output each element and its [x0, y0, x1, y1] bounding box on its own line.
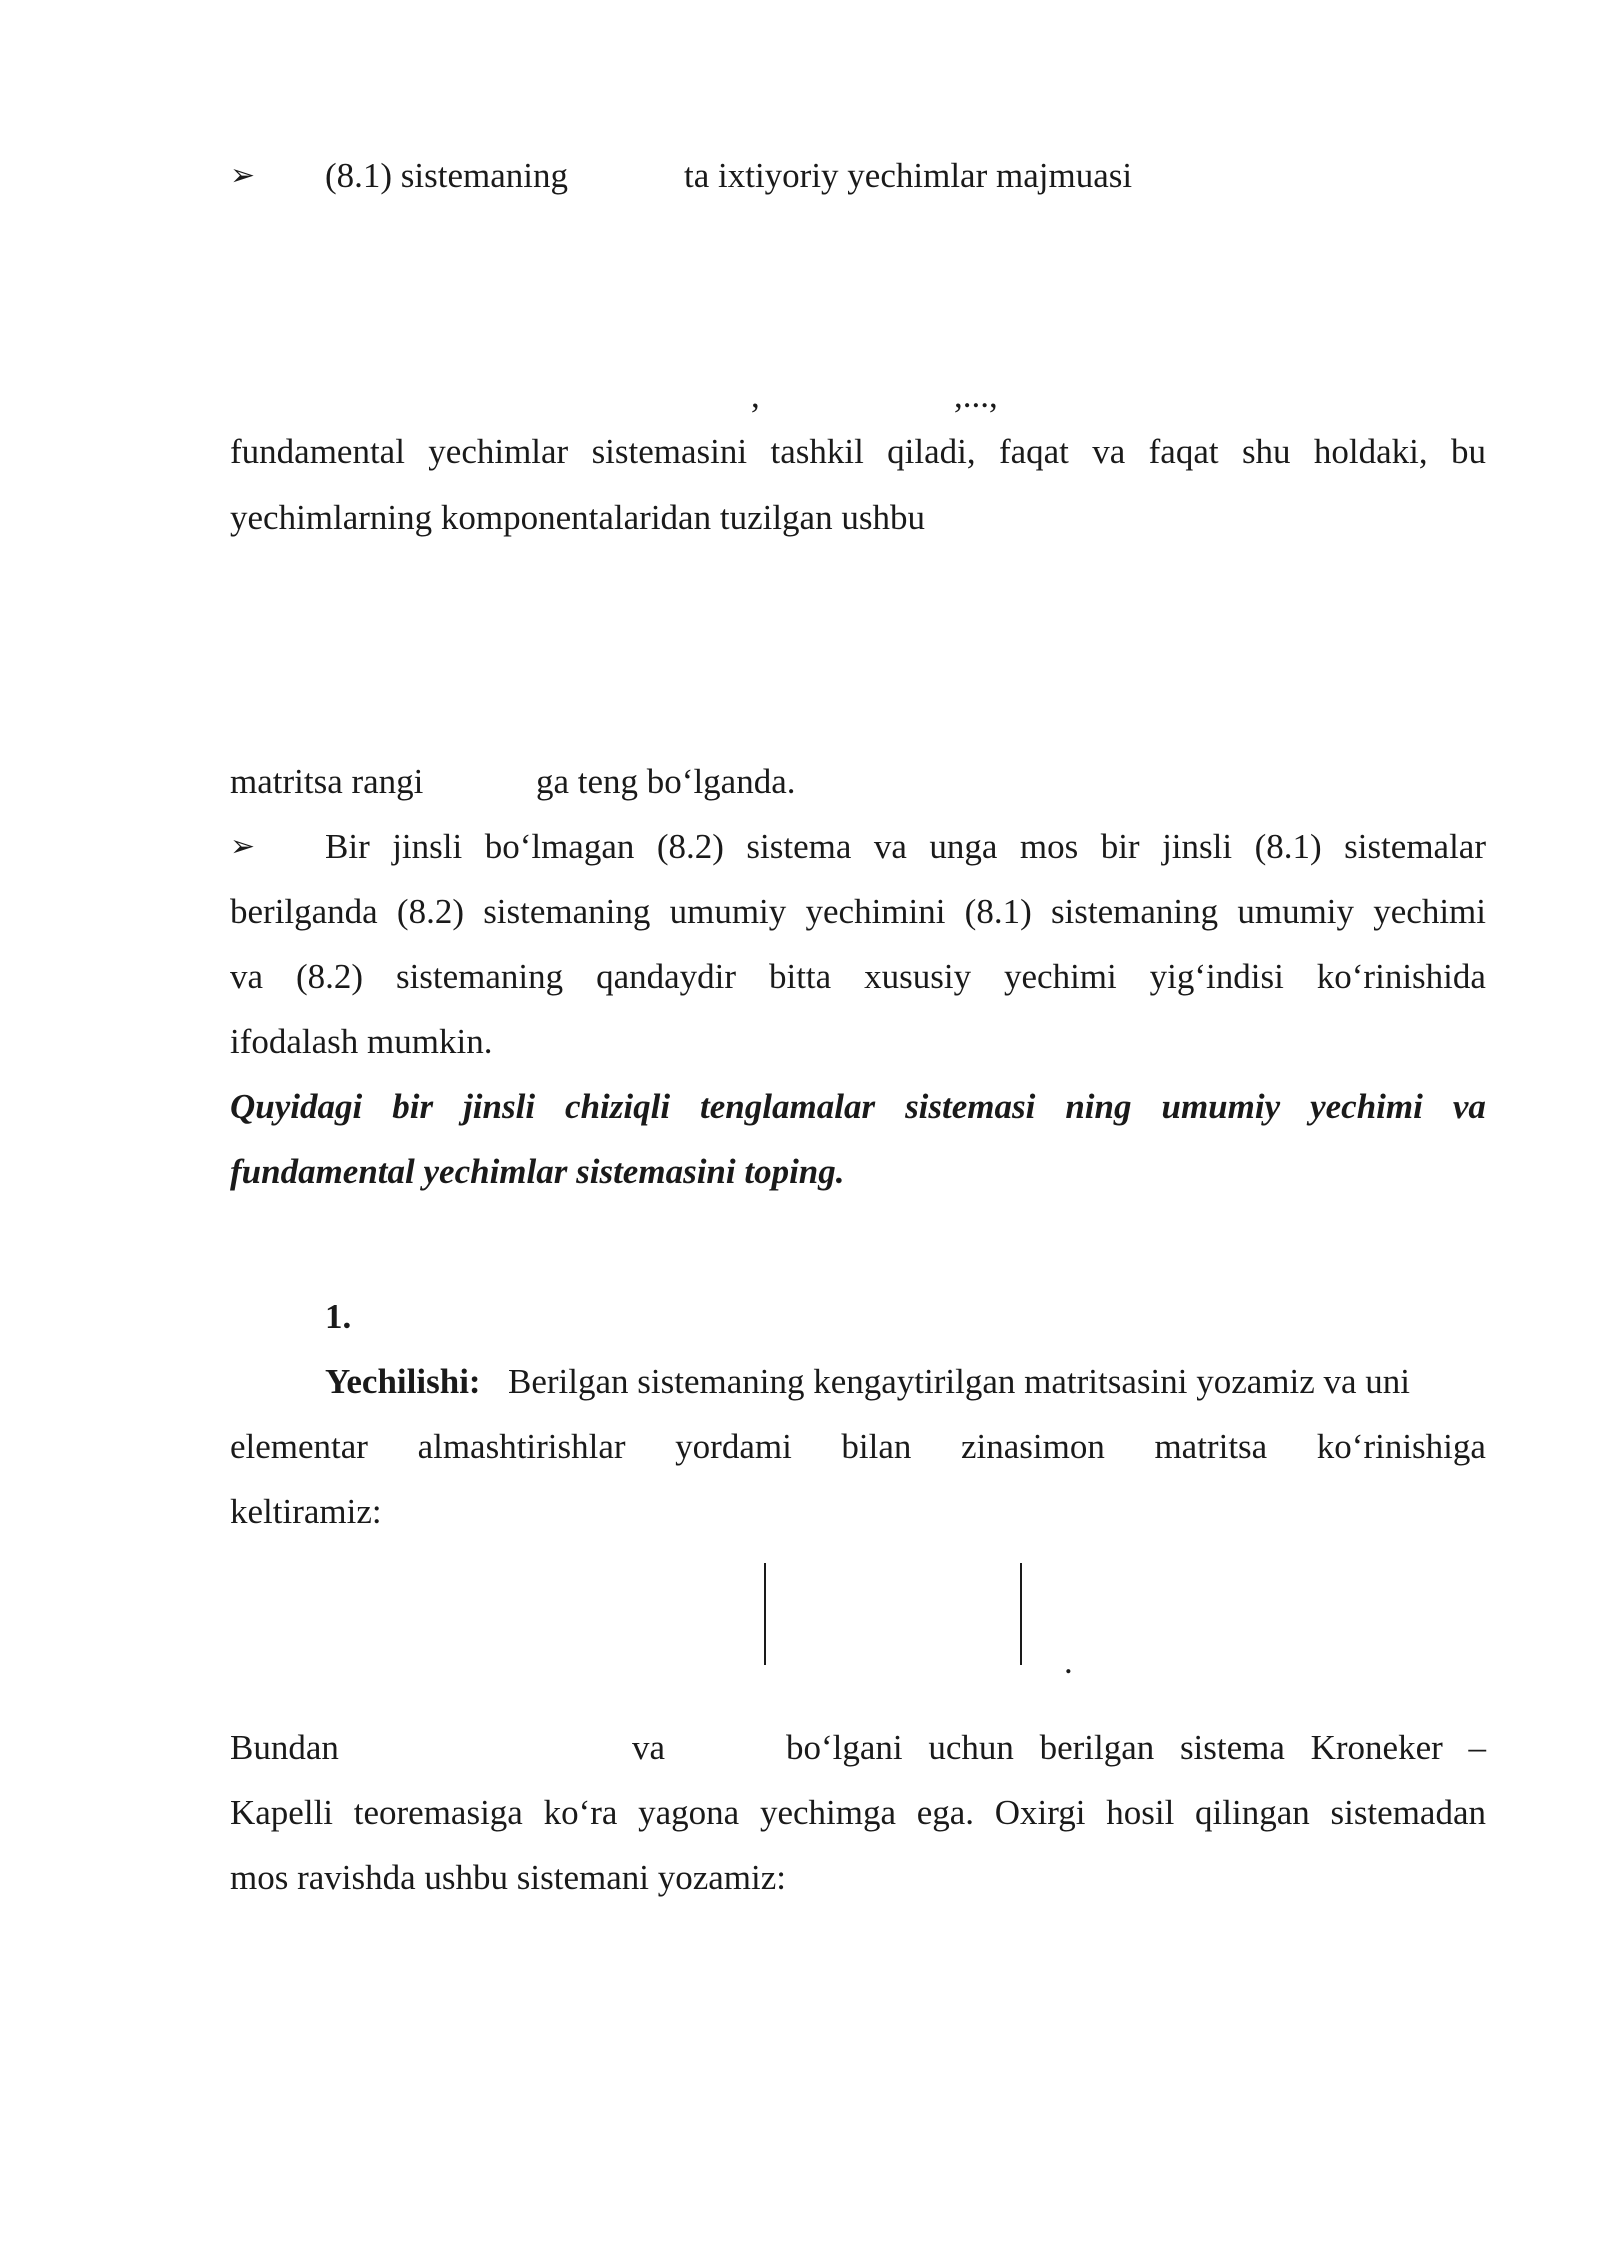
- word: qiladi,: [887, 432, 976, 471]
- word: bir: [392, 1087, 434, 1126]
- word: yechimi: [1373, 892, 1486, 931]
- word: jinsli: [463, 1087, 536, 1126]
- word: yechimi: [1310, 1087, 1423, 1126]
- word: (8.2): [396, 892, 464, 931]
- matrix-rank-left-text: matritsa rangi: [230, 762, 424, 801]
- word: yagona: [638, 1793, 740, 1832]
- word: almashtirishlar: [417, 1427, 626, 1466]
- word: bu: [1450, 432, 1486, 471]
- word: chiziqli: [565, 1087, 671, 1126]
- matrix-divider: [764, 1563, 766, 1665]
- word: faqat: [998, 432, 1069, 471]
- word: ko‘rinishiga: [1316, 1427, 1486, 1466]
- word: unga: [929, 827, 998, 866]
- word: ning: [1065, 1087, 1132, 1126]
- bullet-arrow-icon: ➢: [230, 159, 256, 192]
- word: qilingan: [1195, 1793, 1310, 1832]
- task-line: [230, 1085, 1486, 1129]
- word: (8.2): [656, 827, 724, 866]
- punct-ellipsis: ,...,: [954, 376, 998, 415]
- word: sistema: [1179, 1728, 1285, 1767]
- word: zinasimon: [960, 1427, 1105, 1466]
- word: Bir: [325, 827, 370, 866]
- conclusion-line: [230, 1791, 1486, 1835]
- word: teoremasiga: [353, 1793, 523, 1832]
- problem-number: 1.: [325, 1297, 352, 1336]
- word: sistemaning: [483, 892, 651, 931]
- word: bo‘lgani: [786, 1728, 903, 1767]
- word: mos: [1019, 827, 1079, 866]
- word: Quyidagi: [230, 1087, 363, 1126]
- intro-right-text: ta ixtiyoriy yechimlar majmuasi: [684, 156, 1133, 195]
- solution-label: Yechilishi:: [325, 1362, 481, 1401]
- solution-line: [230, 1425, 1486, 1469]
- word: faqat: [1148, 432, 1219, 471]
- word: sistemasini: [591, 432, 748, 471]
- word: jinsli: [392, 827, 463, 866]
- word: umumiy: [1161, 1087, 1281, 1126]
- conclusion-line: mos ravishda ushbu sistemani yozamiz:: [230, 1858, 787, 1897]
- word: bir: [1100, 827, 1140, 866]
- word: –: [1468, 1728, 1486, 1767]
- word: fundamental: [230, 432, 405, 471]
- word: bitta: [768, 957, 832, 996]
- word: qandaydir: [596, 957, 737, 996]
- conclusion-line: [786, 1726, 1486, 1770]
- word: tenglamalar: [700, 1087, 876, 1126]
- word: shu: [1241, 432, 1291, 471]
- word: sistemasi: [905, 1087, 1036, 1126]
- word: xususiy: [864, 957, 972, 996]
- task-line: fundamental yechimlar sistemasini toping.: [230, 1152, 845, 1191]
- word: ko‘ra: [543, 1793, 618, 1832]
- paragraph-line: [230, 890, 1486, 934]
- word: yechimini: [805, 892, 946, 931]
- word: Oxirgi: [994, 1793, 1086, 1832]
- word: matritsa: [1154, 1427, 1268, 1466]
- paragraph-line: [325, 825, 1486, 869]
- word: sistemadan: [1330, 1793, 1486, 1832]
- word: bilan: [841, 1427, 912, 1466]
- word: Kapelli: [230, 1793, 334, 1832]
- paragraph-line: [230, 430, 1486, 474]
- word: va: [1452, 1087, 1486, 1126]
- word: yechimga: [759, 1793, 896, 1832]
- word: (8.2): [295, 957, 364, 996]
- word: sistema: [746, 827, 852, 866]
- conclusion-bundan: Bundan: [230, 1728, 339, 1767]
- word: berilgan: [1039, 1728, 1155, 1767]
- word: Kroneker: [1310, 1728, 1443, 1767]
- word: sistemaning: [1050, 892, 1219, 931]
- word: va: [230, 957, 264, 996]
- word: jinsli: [1162, 827, 1233, 866]
- word: yechimi: [1004, 957, 1117, 996]
- solution-text: Berilgan sistemaning kengaytirilgan matritsasini yozamiz va uni: [508, 1362, 1411, 1401]
- word: (8.1): [964, 892, 1032, 931]
- word: ko‘rinishida: [1316, 957, 1486, 996]
- solution-line: keltiramiz:: [230, 1492, 382, 1531]
- conclusion-va: va: [632, 1728, 666, 1767]
- paragraph-line: [230, 955, 1486, 999]
- word: yig‘indisi: [1149, 957, 1284, 996]
- matrix-divider: [1020, 1563, 1022, 1665]
- punct-comma: ,: [751, 376, 760, 415]
- word: uchun: [928, 1728, 1014, 1767]
- word: elementar: [230, 1427, 368, 1466]
- word: bo‘lmagan: [484, 827, 635, 866]
- word: umumiy: [669, 892, 787, 931]
- word: sistemaning: [395, 957, 564, 996]
- word: va: [1092, 432, 1126, 471]
- word: tashkil: [770, 432, 864, 471]
- paragraph-line: ifodalash mumkin.: [230, 1022, 493, 1061]
- word: ega.: [916, 1793, 975, 1832]
- paragraph-line: yechimlarning komponentalaridan tuzilgan ushbu: [230, 498, 925, 537]
- matrix-rank-right-text: ga teng bo‘lganda.: [536, 762, 796, 801]
- word: va: [873, 827, 907, 866]
- word: sistemalar: [1344, 827, 1486, 866]
- word: umumiy: [1237, 892, 1355, 931]
- word: (8.1): [1254, 827, 1322, 866]
- word: berilganda: [230, 892, 378, 931]
- word: hosil: [1106, 1793, 1175, 1832]
- word: holdaki,: [1313, 432, 1428, 471]
- bullet-arrow-icon: ➢: [230, 830, 256, 863]
- intro-left-text: (8.1) sistemaning: [325, 156, 569, 195]
- word: yordami: [675, 1427, 792, 1466]
- word: yechimlar: [428, 432, 569, 471]
- matrix-end-dot: .: [1064, 1642, 1073, 1681]
